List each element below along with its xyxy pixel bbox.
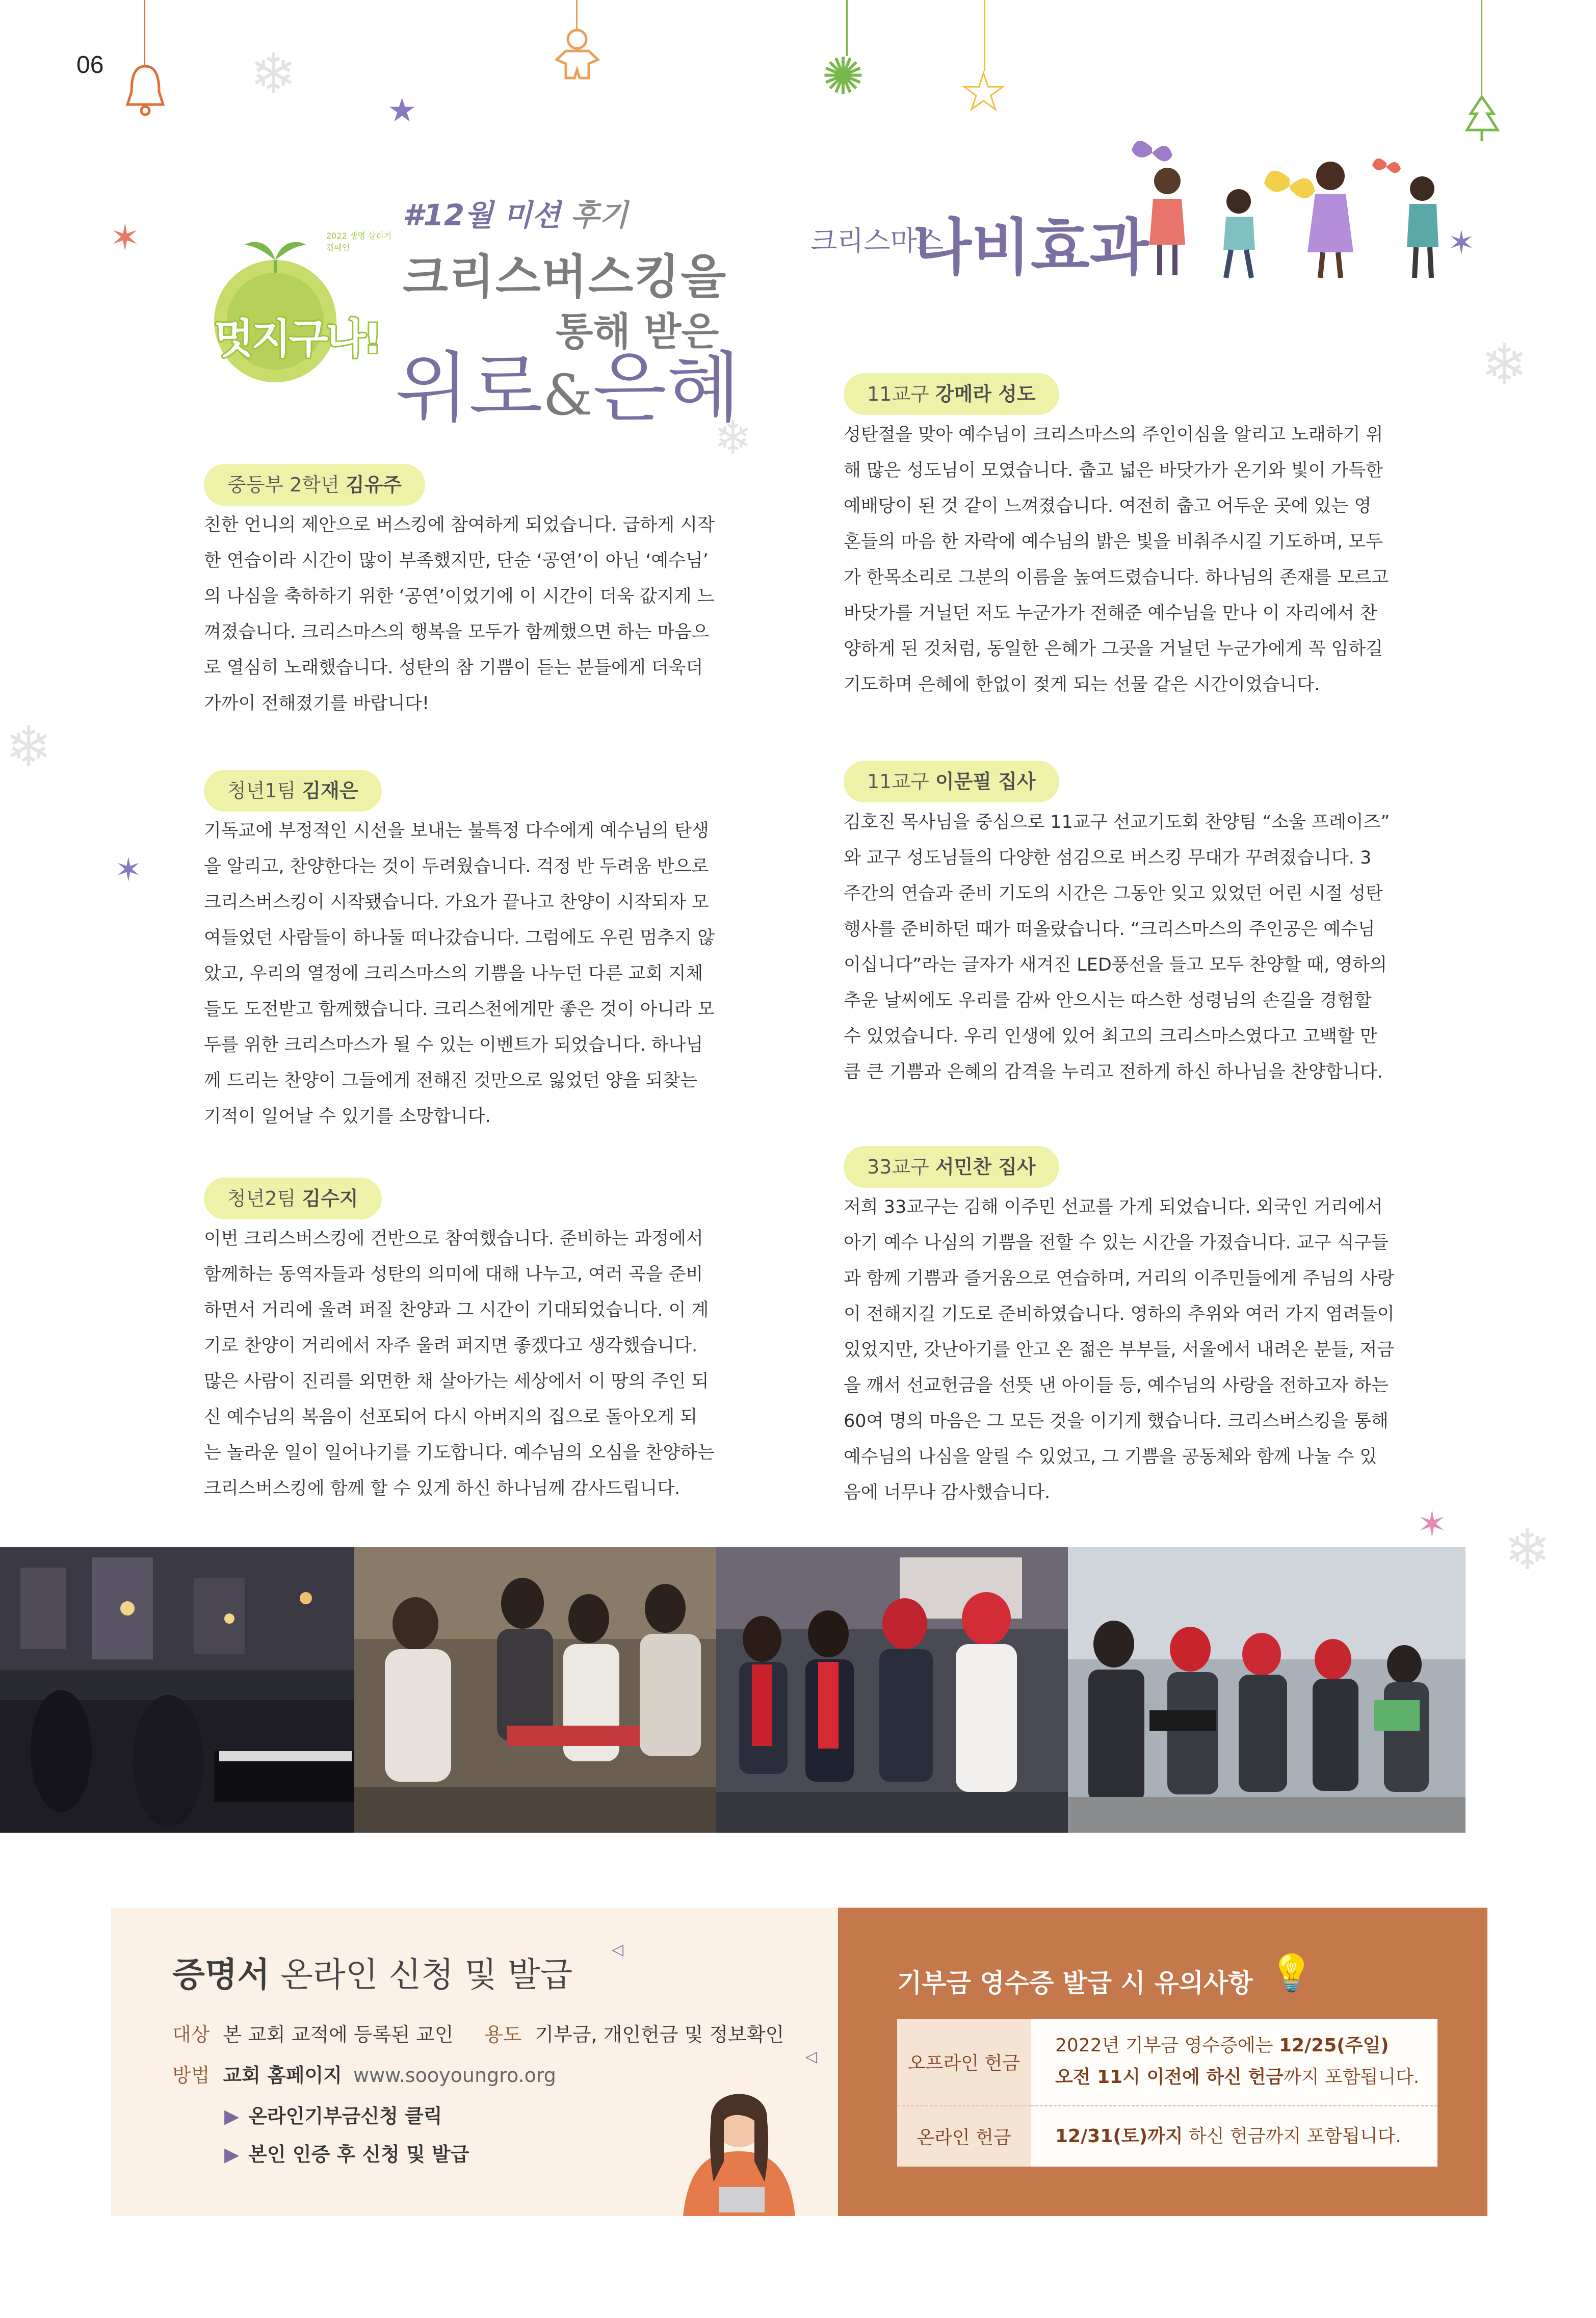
star-icon: ★ [387,92,417,129]
play-arrow-icon: ▶ [224,2143,240,2166]
offline-line1-date: 12/25(주일) [1278,2035,1389,2056]
article-line: 김호진 목사님을 중심으로 11교구 선교기도회 찬양팀 “소울 프레이즈” [844,812,1390,832]
article-line: 신 예수님의 복음이 선포되어 다시 아버지의 집으로 돌아오게 되 [204,1407,698,1427]
usage-value: 기부금, 개인헌금 및 정보확인 [535,2023,784,2046]
author-tag [204,1178,382,1219]
author-name: 김수지 [302,1187,358,1210]
author-tag [844,761,1059,802]
snowflake-icon: ❄ [1481,332,1528,397]
article-line: 로 열심히 노래했습니다. 성탄의 참 기쁨이 듣는 분들에게 더욱더 [204,658,703,678]
article-line: 을 깨서 선교헌금을 선뜻 낸 아이들 등, 예수님의 사랑을 전하고자 하는 [844,1375,1389,1396]
snowflake-green-icon: ✺ [822,46,865,106]
target-label: 대상 [172,2023,210,2046]
snowflake-icon: ❄ [5,714,53,779]
article-line: 기독교에 부정적인 시선을 보내는 불특정 다수에게 예수님의 탄생 [204,821,709,841]
article-line: 수 있었습니다. 우리 인생에 있어 최고의 크리스마스였다고 고백할 만 [844,1026,1377,1047]
article-line: 가 한목소리로 그분의 이름을 높여드렸습니다. 하나님의 존재를 모르고 [844,567,1389,588]
logo-text: 멋지구나! [214,315,380,362]
article-line: 예수님의 나심을 알릴 수 있었고, 그 기쁨을 공동체와 함께 나눌 수 있 [844,1447,1377,1467]
mission-label-main: #12월 미션 [403,198,561,232]
article-line: 음에 너무나 감사했습니다. [844,1482,1051,1503]
mission-label [403,191,628,234]
article-line: 양하게 된 것처럼, 동일한 은혜가 그곳을 거닐던 누군가에게 꼭 임하길 [844,639,1383,659]
article-body [844,804,1404,1090]
star-icon: ✶ [1448,224,1475,262]
author-name: 김유주 [345,474,402,496]
article-line: 이십니다”라는 글자가 새겨진 LED풍선을 들고 모두 찬양할 때, 영하의 [844,955,1387,975]
certificate-step-1 [224,2100,442,2128]
bell-icon [122,64,168,120]
certificate-method [172,2060,556,2088]
author-group: 중등부 2학년 [227,474,339,496]
offline-line2-bold: 오전 11시 이전에 하신 헌금 [1055,2067,1284,2088]
certificate-target [172,2019,454,2047]
star-icon: ✶ [110,216,141,259]
article-line: 함께하는 동역자들과 성탄의 의미에 대해 나누고, 여러 곡을 준비 [204,1264,703,1285]
star-outline-icon: ☆ [958,59,1009,124]
online-line-text: 하신 헌금까지 포함됩니다. [1183,2125,1401,2147]
article-line: 한 연습이라 시간이 많이 부족했지만, 단순 ‘공연’이 아닌 ‘예수님’ [204,551,709,571]
article-line: 행사를 준비하던 때가 떠올랐습니다. “크리스마스의 주인공은 예수님 [844,919,1375,940]
woman-laptop-illustration [663,2065,816,2216]
article-line: 의 나심을 축하하기 위한 ‘공연’이었기에 이 시간이 더욱 값지게 느 [204,586,715,607]
star-icon: ✶ [115,851,142,889]
page-number: 06 [76,51,104,79]
photo-night-street [0,1547,354,1833]
photo-singers-stage [354,1547,716,1833]
article-line: 60여 명의 마음은 그 모든 것을 이기게 했습니다. 크리스버스킹을 통해 [844,1411,1389,1431]
certificate-title-rest: 온라인 신청 및 발급 [270,1955,573,1994]
article-line: 이번 크리스버스킹에 건반으로 참여했습니다. 준비하는 과정에서 [204,1229,703,1249]
article-line: 성탄절을 맞아 예수님이 크리스마스의 주인이심을 알리고 노래하기 위 [844,425,1383,445]
article-line: 큼 큰 기쁨과 은혜의 감격을 누리고 전하게 하신 하나님을 찬양합니다. [844,1062,1383,1082]
article-body [204,813,728,1134]
article-body [204,507,728,721]
article-body [204,1221,728,1506]
article-line: 주간의 연습과 준비 기도의 시간은 그동안 잊고 있었던 어린 시절 성탄 [844,883,1383,904]
article-line: 크리스버스킹이 시작됐습니다. 가요가 끝나고 찬양이 시작되자 모 [204,892,709,913]
headline-word-comfort: 위로 [395,344,543,433]
online-line-bold: 12/31(토)까지 [1055,2125,1183,2147]
headline-line1: 크리스버스킹을 [403,250,727,304]
article-line: 혼들의 마음 한 자락에 예수님의 밝은 빛을 비춰주시길 기도하며, 모두 [844,532,1383,552]
gingerbread-icon [553,28,601,84]
author-group: 33교구 [867,1156,929,1178]
play-arrow-icon: ▶ [224,2105,240,2127]
article-line: 들도 도전받고 함께했습니다. 크리스천에게만 좋은 것이 아니라 모 [204,999,715,1020]
triangle-deco-icon: ◁ [612,1941,624,1959]
article-line: 아기 예수 나심의 기쁨을 전할 수 있는 시간을 가졌습니다. 교구 식구들 [844,1233,1389,1253]
logo-subtext: 2022 생명 살리기 캠페인 [326,231,392,252]
article-line: 여들었던 사람들이 하나둘 떠나갔습니다. 그럼에도 우린 멈추지 않 [204,928,715,948]
author-group: 청년1팀 [227,779,296,802]
star-icon: ✶ [1417,1503,1447,1545]
article-line: 해 많은 성도님이 모였습니다. 춥고 넓은 바닷가가 온기와 빛이 가득한 [844,460,1383,481]
author-tag [204,464,425,506]
article-line: 께 드리는 찬양이 그들에게 전해진 것만으로 잃었던 양을 되찾는 [204,1071,698,1091]
article-line: 기도하며 은혜에 한없이 젖게 되는 선물 같은 시간이었습니다. [844,674,1320,695]
certificate-usage [484,2019,784,2047]
headline-ampersand: & [542,362,593,428]
headline-line3 [395,326,741,436]
author-group: 11교구 [867,770,929,793]
usage-label: 용도 [484,2023,522,2046]
church-website-link[interactable]: www.sooyoungro.org [353,2064,556,2087]
article-line: 추운 날씨에도 우리를 감싸 안으시는 따스한 성령님의 손길을 경험할 [844,991,1372,1011]
author-group: 11교구 [867,383,929,405]
headline-word-grace: 은혜 [592,344,741,433]
mission-label-suffix: 후기 [560,198,628,232]
article-line: 았고, 우리의 열정에 크리스마스의 기쁨을 나누던 다른 교회 지체 [204,963,703,984]
certificate-title-bold: 증명서 [172,1955,270,1994]
donation-title: 기부금 영수증 발급 시 유의사항 [897,1968,1253,1998]
author-tag [204,770,382,812]
author-name: 강메라 성도 [935,383,1036,405]
author-tag [844,1146,1059,1188]
online-label: 온라인 헌금 [897,2105,1031,2167]
author-name: 김재은 [302,779,358,802]
author-tag [844,373,1059,415]
banner-title: 나비효과 [912,212,1149,283]
banner-small-text: 크리스마스 [810,225,944,257]
snowflake-icon: ❄ [250,41,297,107]
article-line: 껴졌습니다. 크리스마스의 행복을 모두가 함께했으면 하는 마음으 [204,622,709,642]
article-line: 이 전해지길 기도로 준비하였습니다. 영하의 추위와 여러 가지 염려들이 [844,1304,1395,1324]
kids-butterflies-illustration [1121,133,1458,280]
offline-line1-text: 2022년 기부금 영수증에는 [1055,2035,1279,2056]
step-1-text: 온라인기부금신청 클릭 [248,2105,442,2127]
offline-label: 오프라인 헌금 [897,2019,1031,2105]
article-line: 와 교구 성도님들의 다양한 섬김으로 버스킹 무대가 꾸려졌습니다. 3 [844,848,1372,868]
photo-children-choir [716,1547,1068,1833]
article-line: 예배당이 된 것 같이 느껴졌습니다. 여전히 춥고 어두운 곳에 있는 영 [844,496,1372,516]
author-name: 이문필 집사 [935,770,1036,793]
article-line: 하면서 거리에 울려 퍼질 찬양과 그 시간이 기대되었습니다. 이 계 [204,1300,709,1320]
article-line: 저희 33교구는 김해 이주민 선교를 가게 되었습니다. 외국인 거리에서 [844,1197,1383,1217]
article-line: 는 놀라운 일이 일어나기를 기도합니다. 예수님의 오심을 찬양하는 [204,1443,715,1463]
lightbulb-icon: 💡 [1269,1952,1314,1994]
article-line: 과 함께 기쁨과 즐거움으로 연습하며, 거리의 이주민들에게 주님의 사랑 [844,1268,1395,1289]
method-value: 교회 홈페이지 [223,2064,342,2087]
article-line: 을 알리고, 찬양한다는 것이 두려웠습니다. 걱정 반 두려움 반으로 [204,856,709,877]
offline-value [1031,2019,1437,2105]
step-2-text: 본인 인증 후 신청 및 발급 [248,2143,469,2166]
article-line: 친한 언니의 제안으로 버스킹에 참여하게 되었습니다. 급하게 시작 [204,515,715,535]
headline-line2: 통해 받은 [556,309,719,354]
article-line: 가까이 전해졌기를 바랍니다! [204,693,430,714]
article-line: 있었지만, 갓난아기를 안고 온 젊은 부부들, 서울에서 내려온 분들, 저금 [844,1340,1395,1360]
donation-row-online [897,2105,1437,2167]
article-line: 많은 사람이 진리를 외면한 채 살아가는 세상에서 이 땅의 주인 되 [204,1371,709,1392]
article-body [844,417,1404,702]
snowflake-icon: ❄ [714,411,752,465]
article-line: 두를 위한 크리스마스가 될 수 있는 이벤트가 되었습니다. 하나님 [204,1035,703,1055]
donation-row-offline [897,2019,1437,2105]
article-line: 기적이 일어날 수 있기를 소망합니다. [204,1106,491,1127]
snowflake-icon: ❄ [1504,1517,1551,1582]
triangle-deco-icon: ◁ [805,2048,818,2066]
method-label: 방법 [172,2064,210,2087]
certificate-title [172,1947,572,1996]
certificate-step-2 [224,2139,469,2167]
online-value [1031,2105,1437,2167]
author-group: 청년2팀 [227,1187,296,1210]
article-line: 크리스버스킹에 함께 할 수 있게 하신 하나님께 감사드립니다. [204,1478,681,1499]
tree-icon [1463,94,1501,145]
article-line: 바닷가를 거닐던 저도 누군가가 전해준 예수님을 만나 이 자리에서 찬 [844,603,1377,623]
donation-table [897,2019,1437,2167]
article-line: 기로 찬양이 거리에서 자주 울려 퍼지면 좋겠다고 생각했습니다. [204,1336,698,1356]
photo-adults-choir [1068,1547,1466,1833]
author-name: 서민찬 집사 [935,1156,1036,1178]
article-body [844,1189,1404,1510]
target-value: 본 교회 교적에 등록된 교인 [223,2023,454,2046]
offline-line2-text: 까지 포함됩니다. [1284,2067,1420,2088]
